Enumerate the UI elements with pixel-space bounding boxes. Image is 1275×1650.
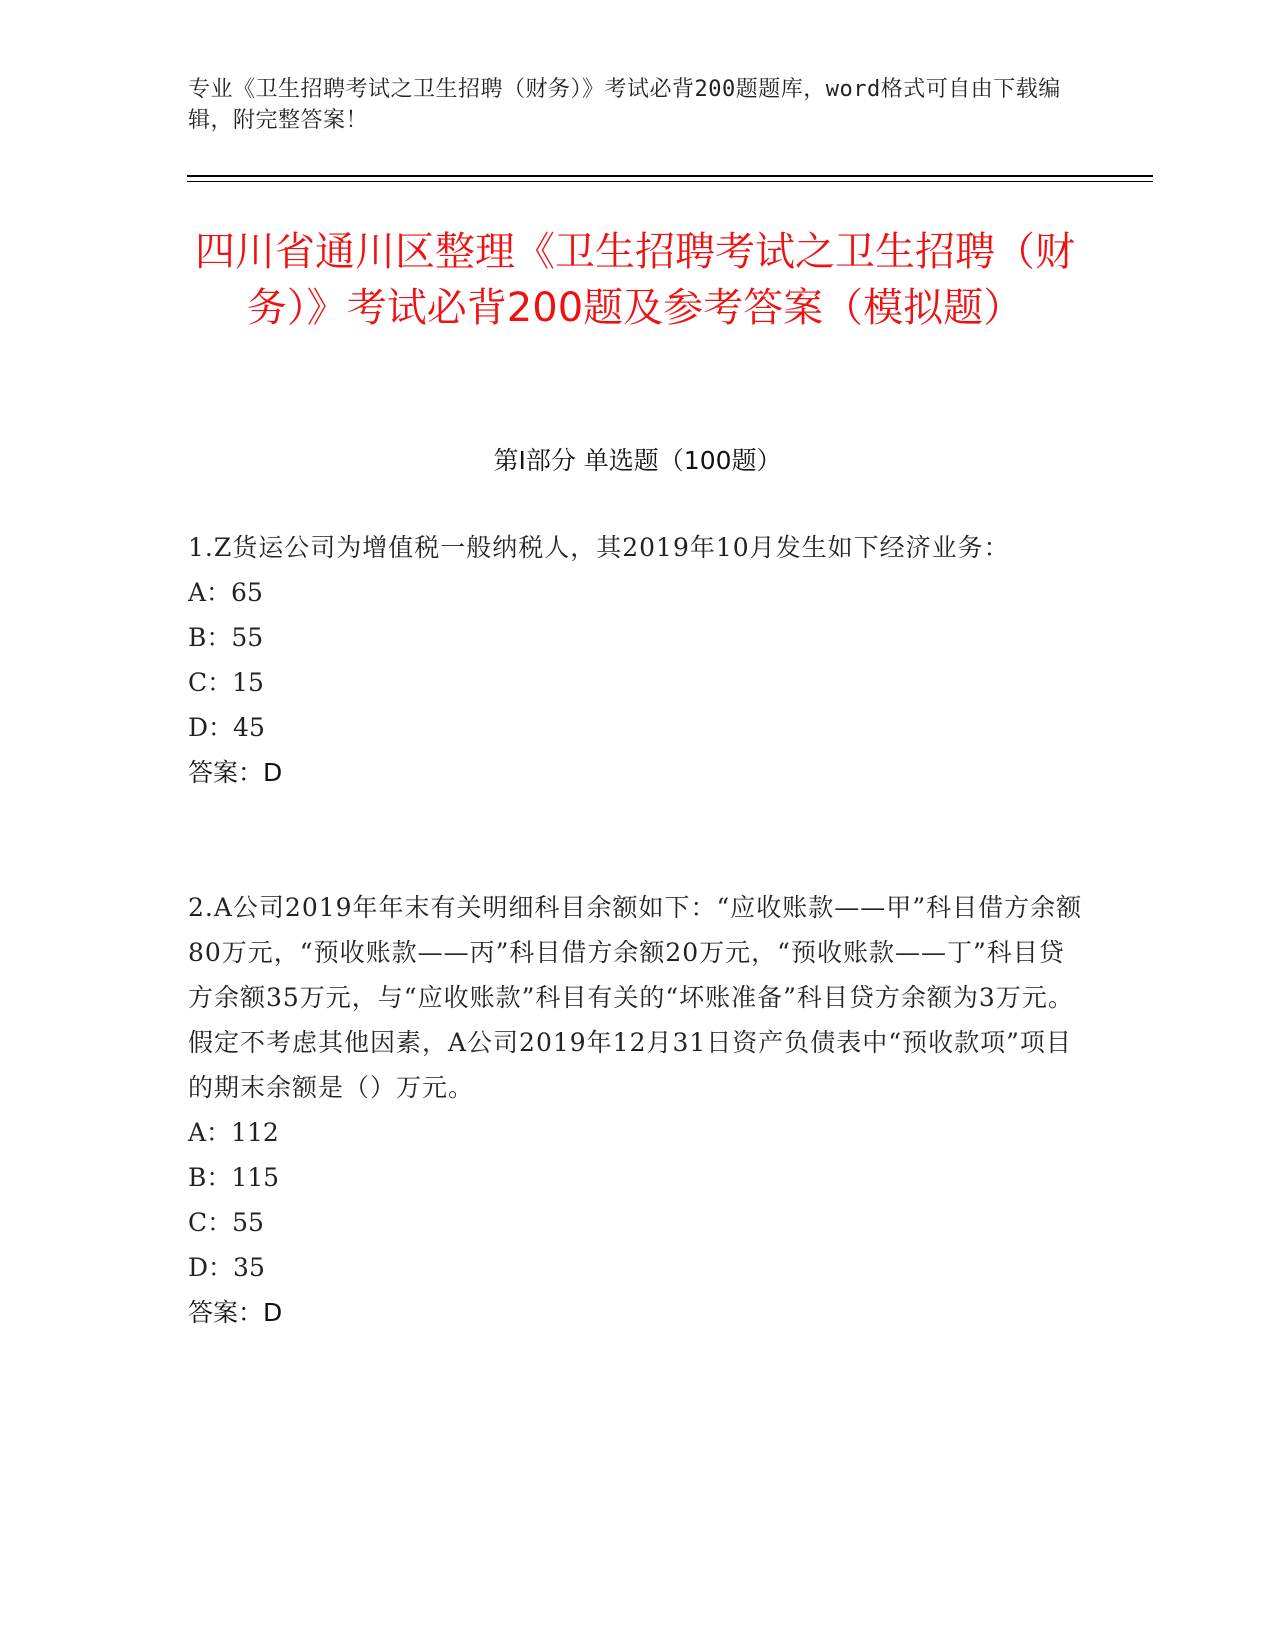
header-divider-thick: [187, 175, 1153, 177]
header-divider-thin: [187, 181, 1153, 182]
answer-line: 答案：D: [188, 758, 283, 787]
section-heading: 第I部分 单选题（100题）: [493, 446, 782, 475]
option-a: A：112: [188, 1118, 279, 1147]
question-block: [188, 525, 1088, 795]
document-title: 四川省通川区整理《卫生招聘考试之卫生招聘（财务）》考试必背200题及参考答案（模拟题）: [195, 229, 1075, 331]
question-text: 1.Z货运公司为增值税一般纳税人，其2019年10月发生如下经济业务：: [188, 533, 1010, 562]
question-text: 2.A公司2019年年末有关明细科目余额如下：“应收账款——甲”科目借方余额80万元，“预收账款——丙”科目借方余额20万元，“预收账款——丁”科目贷方余额35万元，与“应收账款”科目有关的“坏账准备”科目贷方余额为3万元。假定不考虑其他因素，A公司2019年12月31日资产负债表中“预收款项”项目的期末余额是（）万元。: [188, 893, 1083, 1102]
option-c: C：55: [188, 1208, 264, 1237]
header-note: 专业《卫生招聘考试之卫生招聘（财务）》考试必背200题题库，word格式可自由下载编辑，附完整答案！: [188, 77, 1061, 133]
option-b: B：115: [188, 1163, 280, 1192]
option-d: D：35: [188, 1253, 265, 1282]
answer-line: 答案：D: [188, 1298, 283, 1327]
option-d: D：45: [188, 713, 265, 742]
option-a: A：65: [188, 578, 263, 607]
option-c: C：15: [188, 668, 264, 697]
option-b: B：55: [188, 623, 264, 652]
question-block: [188, 885, 1088, 1335]
